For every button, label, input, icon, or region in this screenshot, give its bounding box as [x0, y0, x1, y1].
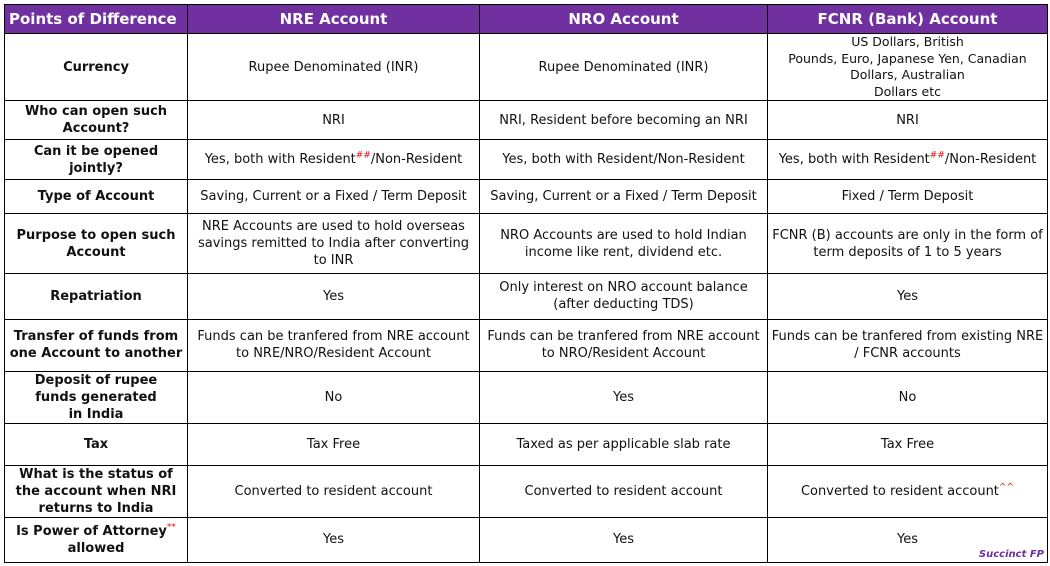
label-line: returns to India [38, 500, 154, 516]
cell-line: income like rent, dividend etc. [524, 244, 723, 260]
cell-fcnr-transfer [768, 319, 1048, 371]
cell-fcnr-poa: Yes [768, 517, 1048, 562]
cell-fcnr-tax: Tax Free [768, 423, 1048, 465]
row-label-purpose [5, 214, 188, 274]
cell-nre-tax: Tax Free [188, 423, 480, 465]
header-fcnr-account: FCNR (Bank) Account [768, 5, 1048, 34]
table-row [5, 465, 1048, 517]
table-row [5, 371, 1048, 423]
footnote-mark: ## [355, 150, 371, 161]
cell-fcnr-jointly [768, 140, 1048, 180]
cell-fcnr-type: Fixed / Term Deposit [768, 180, 1048, 214]
label-line: Deposit of rupee [34, 372, 158, 388]
row-label-jointly [5, 140, 188, 180]
table-row [5, 214, 1048, 274]
cell-line: Dollars etc [874, 83, 941, 99]
label-line: funds generated [35, 389, 157, 405]
cell-nro-type: Saving, Current or a Fixed / Term Deposit [480, 180, 768, 214]
footnote-mark: ** [166, 522, 176, 533]
cell-fcnr-repatriation: Yes [768, 274, 1048, 319]
row-label-repatriation: Repatriation [5, 274, 188, 319]
cell-nro-deposit: Yes [480, 371, 768, 423]
cell-line: FCNR (B) accounts are only in the form of [772, 227, 1043, 243]
cell-fcnr-status [768, 465, 1048, 517]
cell-nre-type: Saving, Current or a Fixed / Term Deposit [188, 180, 480, 214]
cell-nre-status: Converted to resident account [188, 465, 480, 517]
row-label-tax: Tax [5, 423, 188, 465]
label-line [8, 523, 184, 540]
cell-nro-tax: Taxed as per applicable slab rate [480, 423, 768, 465]
row-label-currency: Currency [5, 34, 188, 101]
cell-text: /Non-Resident [370, 152, 463, 168]
cell-line: (after deducting TDS) [553, 297, 694, 313]
header-nro-account: NRO Account [480, 5, 768, 34]
cell-line: Dollars, Australian [850, 67, 965, 83]
label-line: allowed [67, 540, 125, 556]
cell-line: to NRE/NRO/Resident Account [236, 346, 431, 362]
cell-line: Funds can be tranfered from NRE account [487, 329, 760, 345]
label-line: Can it be opened [33, 143, 159, 159]
cell-nre-repatriation: Yes [188, 274, 480, 319]
row-label-type: Type of Account [5, 180, 188, 214]
cell-nre-deposit: No [188, 371, 480, 423]
cell-nre-purpose [188, 214, 480, 274]
header-nre-account: NRE Account [188, 5, 480, 34]
cell-nre-currency: Rupee Denominated (INR) [188, 34, 480, 101]
header-row [5, 5, 1048, 34]
cell-fcnr-currency [768, 34, 1048, 101]
cell-nro-who: NRI, Resident before becoming an NRI [480, 101, 768, 140]
label-line: the account when NRI [15, 483, 177, 499]
label-line: Purpose to open such [16, 227, 176, 243]
table-row [5, 274, 1048, 319]
row-label-power-of-attorney [5, 517, 188, 562]
cell-nre-transfer [188, 319, 480, 371]
cell-fcnr-purpose [768, 214, 1048, 274]
cell-nro-status: Converted to resident account [480, 465, 768, 517]
cell-text: Yes, both with Resident [204, 152, 356, 168]
cell-fcnr-deposit: No [768, 371, 1048, 423]
cell-nro-currency: Rupee Denominated (INR) [480, 34, 768, 101]
cell-nre-jointly [188, 140, 480, 180]
watermark: Succinct FP [978, 549, 1044, 560]
comparison-table [4, 4, 1048, 563]
label-line: one Account to another [9, 346, 183, 362]
cell-line: NRO Accounts are used to hold Indian [500, 227, 747, 243]
cell-nre-who: NRI [188, 101, 480, 140]
header-points-of-difference: Points of Difference [5, 5, 188, 34]
cell-line: Pounds, Euro, Japanese Yen, Canadian [788, 50, 1027, 66]
cell-text: /Non-Resident [944, 152, 1037, 168]
table-row [5, 319, 1048, 371]
label-line: Transfer of funds from [13, 329, 179, 345]
cell-nro-poa: Yes [480, 517, 768, 562]
cell-nre-poa: Yes [188, 517, 480, 562]
label-line: Account [66, 244, 126, 260]
cell-line: US Dollars, British [851, 34, 964, 50]
cell-nro-jointly: Yes, both with Resident/Non-Resident [480, 140, 768, 180]
cell-line: Funds can be tranfered from existing NRE [771, 329, 1044, 345]
cell-nro-repatriation [480, 274, 768, 319]
label-line: Who can open such [24, 104, 168, 120]
label-line: jointly? [69, 160, 123, 176]
cell-line: savings remitted to India after converting [197, 236, 470, 252]
table-row [5, 180, 1048, 214]
cell-text: Yes, both with Resident [778, 152, 930, 168]
row-label-status [5, 465, 188, 517]
cell-fcnr-who: NRI [768, 101, 1048, 140]
label-text: Is Power of Attorney [16, 523, 167, 539]
row-label-transfer [5, 319, 188, 371]
cell-text: Converted to resident account [800, 483, 999, 499]
cell-line: term deposits of 1 to 5 years [813, 244, 1002, 260]
cell-nro-transfer [480, 319, 768, 371]
cell-line: to NRO/Resident Account [541, 346, 706, 362]
footnote-mark: ## [929, 150, 945, 161]
table-row [5, 140, 1048, 180]
table-row [5, 34, 1048, 101]
footnote-mark: ^^ [998, 482, 1014, 493]
table-row [5, 101, 1048, 140]
label-line: What is the status of [19, 466, 173, 482]
cell-line: Funds can be tranfered from NRE account [197, 329, 470, 345]
cell-line: Only interest on NRO account balance [499, 280, 748, 296]
label-line: in India [68, 406, 124, 422]
label-line: Account? [62, 121, 130, 137]
table-row [5, 517, 1048, 562]
cell-nro-purpose [480, 214, 768, 274]
table-row [5, 423, 1048, 465]
cell-line: to INR [313, 253, 354, 269]
cell-line: / FCNR accounts [854, 346, 961, 362]
cell-line: NRE Accounts are used to hold overseas [202, 219, 465, 235]
row-label-deposit [5, 371, 188, 423]
row-label-who-can-open [5, 101, 188, 140]
